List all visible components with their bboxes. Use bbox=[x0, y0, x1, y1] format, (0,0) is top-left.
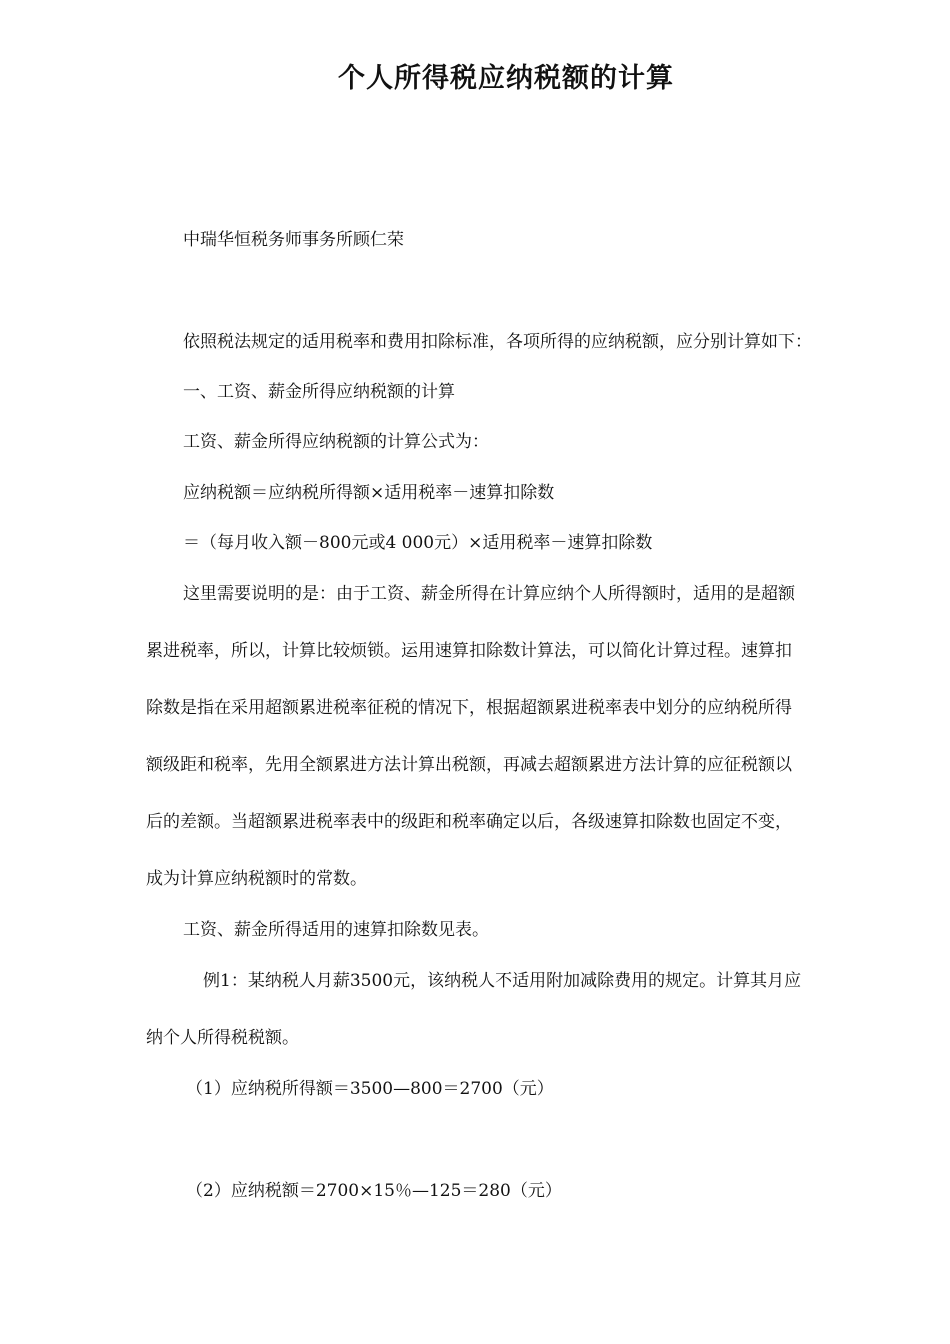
explanation-line: 除数是指在采用超额累进税率征税的情况下，根据超额累进税率表中划分的应纳税所得 bbox=[146, 698, 792, 718]
formula-line-2: ＝（每月收入额－800元或4 000元）×适用税率－速算扣除数 bbox=[183, 533, 653, 553]
explanation-line: 成为计算应纳税额时的常数。 bbox=[146, 869, 367, 889]
author-line: 中瑞华恒税务师事务所顾仁荣 bbox=[183, 230, 404, 250]
document-title: 个人所得税应纳税额的计算 bbox=[338, 63, 674, 94]
explanation-line: 这里需要说明的是：由于工资、薪金所得在计算应纳个人所得额时，适用的是超额 bbox=[183, 584, 795, 604]
example-line: 例1：某纳税人月薪3500元，该纳税人不适用附加减除费用的规定。计算其月应 bbox=[203, 971, 802, 991]
explanation-line: 额级距和税率，先用全额累进方法计算出税额，再减去超额累进方法计算的应征税额以 bbox=[146, 755, 792, 775]
example-line: 纳个人所得税税额。 bbox=[146, 1028, 299, 1048]
table-reference: 工资、薪金所得适用的速算扣除数见表。 bbox=[183, 920, 489, 940]
formula-line-1: 应纳税额＝应纳税所得额×适用税率－速算扣除数 bbox=[183, 483, 555, 503]
calculation-step-1: （1）应纳税所得额＝3500—800＝2700（元） bbox=[186, 1079, 554, 1099]
calculation-step-2: （2）应纳税额＝2700×15％—125＝280（元） bbox=[186, 1181, 562, 1201]
explanation-line: 累进税率，所以，计算比较烦锁。运用速算扣除数计算法，可以简化计算过程。速算扣 bbox=[146, 641, 792, 661]
formula-intro: 工资、薪金所得应纳税额的计算公式为： bbox=[183, 432, 489, 452]
section-heading: 一、工资、薪金所得应纳税额的计算 bbox=[183, 382, 455, 402]
intro-paragraph: 依照税法规定的适用税率和费用扣除标准，各项所得的应纳税额，应分别计算如下： bbox=[183, 332, 812, 352]
explanation-line: 后的差额。当超额累进税率表中的级距和税率确定以后，各级速算扣除数也固定不变， bbox=[146, 812, 792, 832]
